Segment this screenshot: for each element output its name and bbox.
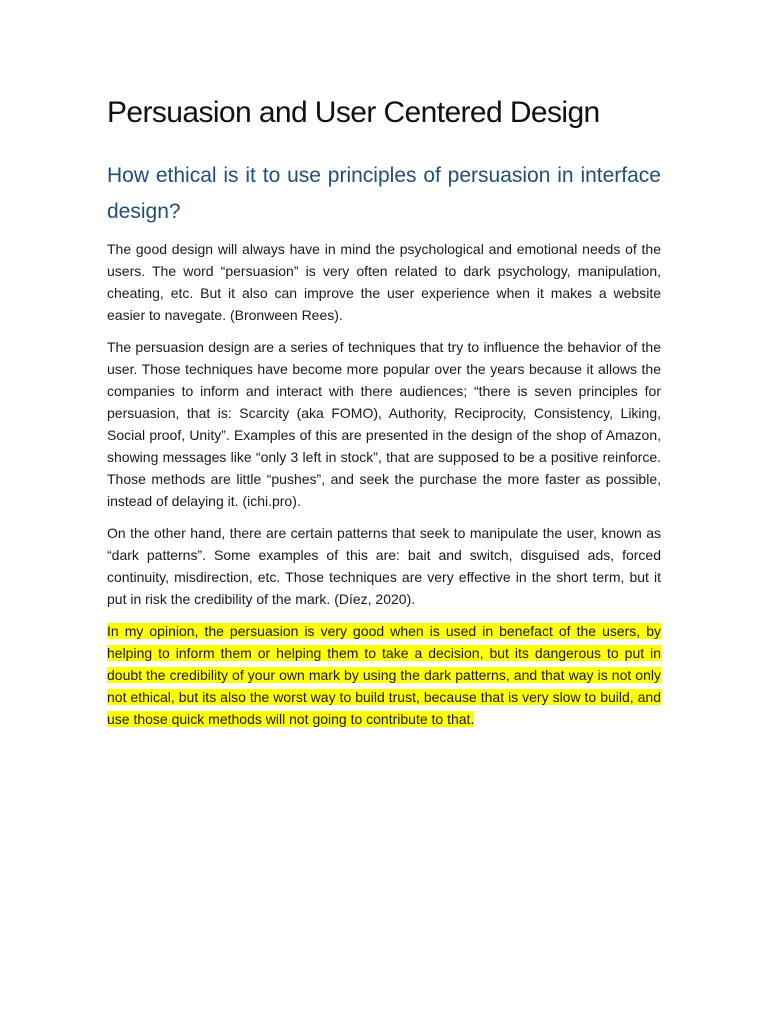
paragraph-intro: The good design will always have in mind the psychological and emotional needs of the users. The word “persuasion” is very often related to dark psychology, manipulation, cheating, etc. But it also can improve the user experience when it makes a website easier to navegate. (Bronween Rees). bbox=[107, 241, 661, 323]
paragraph-opinion-highlighted bbox=[107, 620, 661, 730]
highlighted-text: In my opinion, the persuasion is very good when is used in benefact of the users, by helping to inform them or helping them to take a decision, but its dangerous to put in doubt the credibility of your own mark by using the dark patterns, and that way is not only not ethical, but its also the worst way to build trust, because that is very slow to build, and use those quick methods will not going to contribute to that. bbox=[107, 623, 661, 727]
document-body bbox=[107, 92, 661, 740]
paragraph-persuasion-design: The persuasion design are a series of techniques that try to influence the behavior of the user. Those techniques have become more popular over the years because it allows the companies to inform and interact with there audiences; “there is seven principles for persuasion, that is: Scarcity (aka FOMO), Authority, Reciprocity, Consistency, Liking, Social proof, Unity”. Examples of this are presented in the design of the shop of Amazon, showing messages like “only 3 left in stock”, that are supposed to be a positive reinforce. Those methods are little “pushes”, and seek the purchase the more faster as possible, instead of delaying it. (ichi.pro). bbox=[107, 339, 661, 509]
document-title: Persuasion and User Centered Design bbox=[107, 96, 600, 129]
paragraph-dark-patterns: On the other hand, there are certain patterns that seek to manipulate the user, known as “dark patterns”. Some examples of this are: bait and switch, disguised ads, forced continuity, misdirection, etc. Those techniques are very effective in the short term, but it put in risk the credibility of the mark. (Díez, 2020). bbox=[107, 525, 661, 607]
document-subtitle: How ethical is it to use principles of persuasion in interface design? bbox=[107, 164, 661, 223]
